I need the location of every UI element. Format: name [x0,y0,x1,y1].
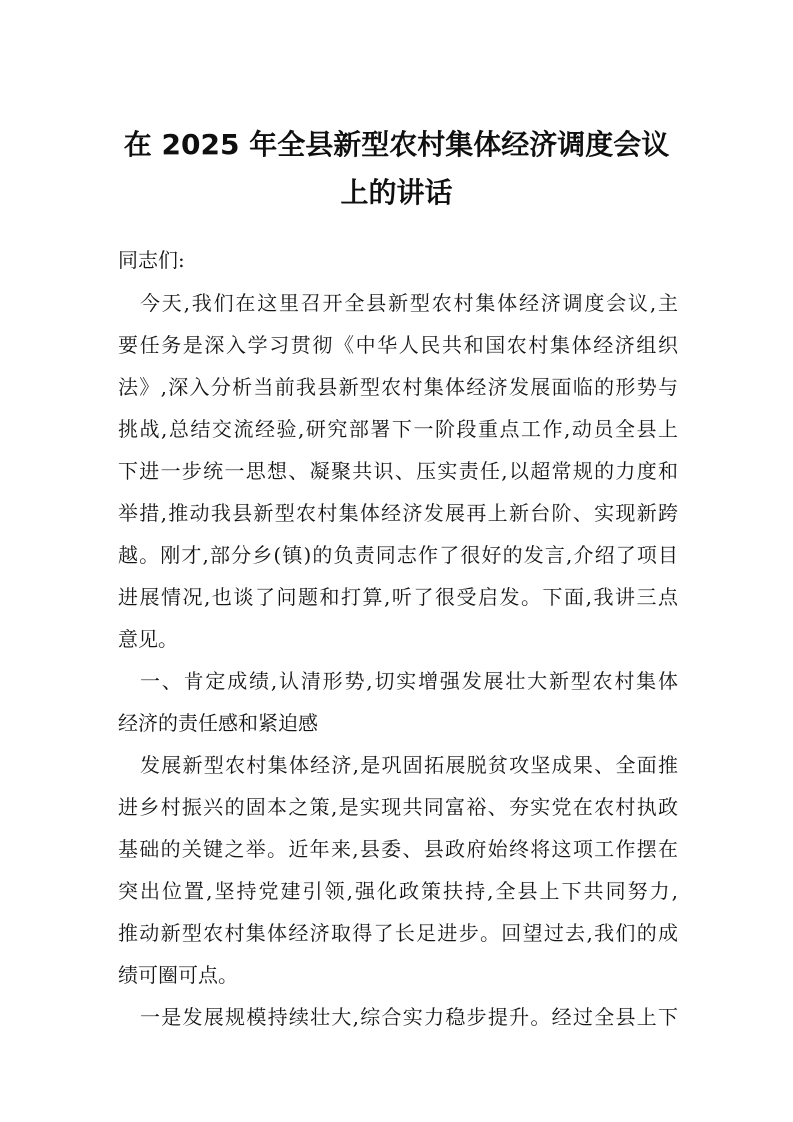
paragraph-line: 进乡村振兴的固本之策,是实现共同富裕、夯实党在农村执政 [118,795,678,819]
document-title-line-1: 在 2025 年全县新型农村集体经济调度会议 [123,128,670,161]
paragraph-line: 推动新型农村集体经济取得了长足进步。回望过去,我们的成 [118,921,678,945]
paragraph-line: 突出位置,坚持党建引领,强化政策扶持,全县上下共同努力, [118,879,678,903]
paragraph-line: 要任务是深入学习贯彻《中华人民共和国农村集体经济组织 [118,333,678,357]
paragraph-line: 今天,我们在这里召开全县新型农村集体经济调度会议,主 [140,291,678,315]
paragraph-line: 举措,推动我县新型农村集体经济发展再上新台阶、实现新跨 [118,501,678,525]
salutation: 同志们: [118,248,185,272]
paragraph-line: 下进一步统一思想、凝聚共识、压实责任,以超常规的力度和 [118,459,678,483]
paragraph-line: 意见。 [118,627,178,651]
paragraph-line: 一是发展规模持续壮大,综合实力稳步提升。经过全县上下 [140,1005,678,1029]
paragraph-line: 基础的关键之举。近年来,县委、县政府始终将这项工作摆在 [118,837,678,861]
paragraph-line: 法》,深入分析当前我县新型农村集体经济发展面临的形势与 [118,375,678,399]
document-title-line-2: 上的讲话 [340,176,453,209]
paragraph-line: 发展新型农村集体经济,是巩固拓展脱贫攻坚成果、全面推 [140,753,678,777]
paragraph-line: 绩可圈可点。 [118,963,238,987]
paragraph-line: 挑战,总结交流经验,研究部署下一阶段重点工作,动员全县上 [118,417,678,441]
paragraph-line: 进展情况,也谈了问题和打算,听了很受启发。下面,我讲三点 [118,585,678,609]
paragraph-line: 越。刚才,部分乡(镇)的负责同志作了很好的发言,介绍了项目 [118,543,678,567]
section-heading-line: 一、肯定成绩,认清形势,切实增强发展壮大新型农村集体 [140,669,678,693]
section-heading-line: 经济的责任感和紧迫感 [118,711,318,735]
